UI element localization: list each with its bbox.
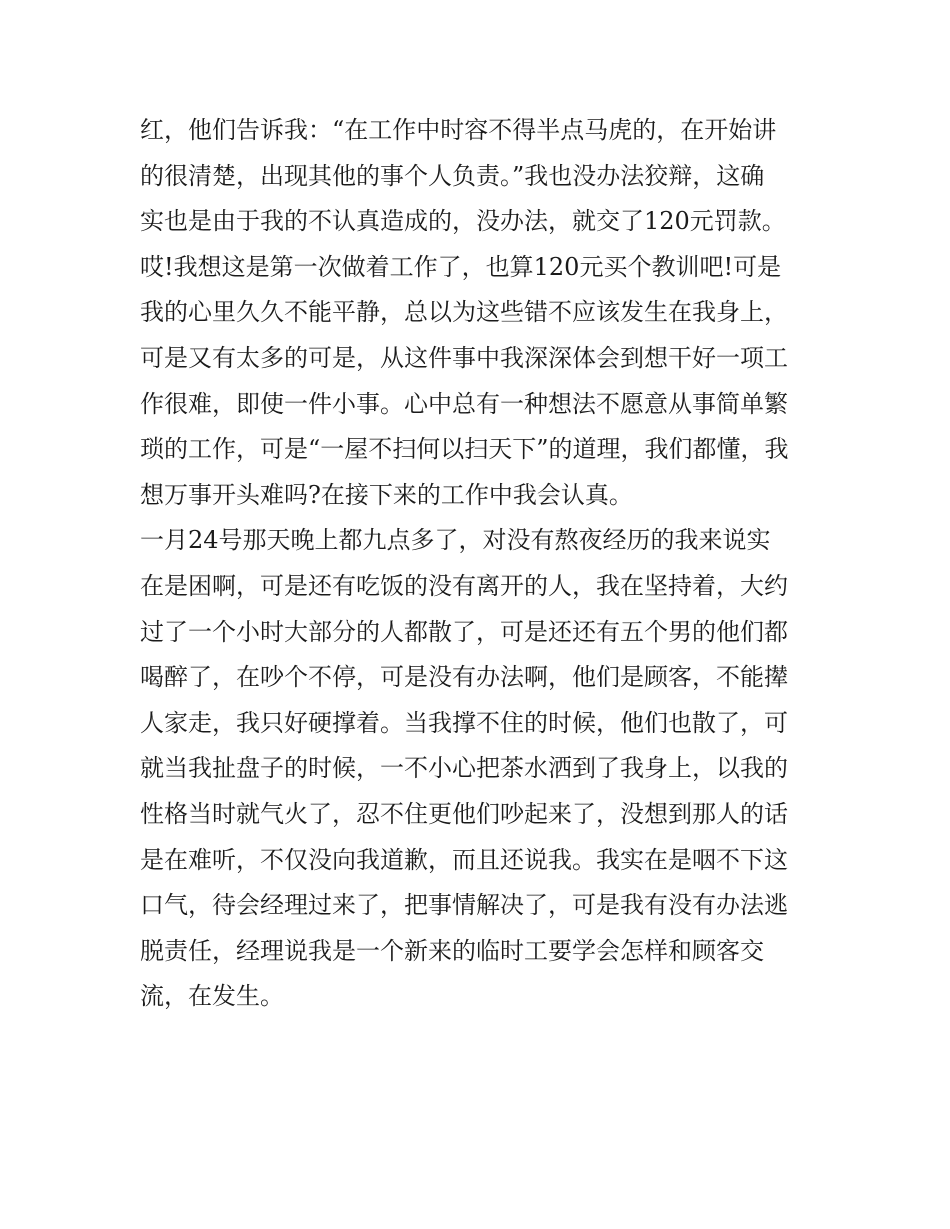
document-body	[140, 108, 820, 1020]
text-line: 过了一个小时大部分的人都散了，可是还还有五个男的他们都	[140, 617, 788, 646]
text-line: 口气，待会经理过来了，把事情解决了，可是我有没有办法逃	[140, 891, 788, 920]
text-line: 哎!我想这是第一次做着工作了，也算120元买个教训吧!可是	[140, 252, 782, 281]
paragraph	[140, 108, 820, 518]
text-line: 实也是由于我的不认真造成的，没办法，就交了120元罚款。	[140, 207, 786, 236]
text-line: 一月24号那天晚上都九点多了，对没有熬夜经历的我来说实	[140, 526, 771, 555]
text-line: 性格当时就气火了，忍不住更他们吵起来了，没想到那人的话	[140, 799, 788, 828]
text-line: 就当我扯盘子的时候，一不小心把茶水洒到了我身上，以我的	[140, 754, 788, 783]
text-line: 可是又有太多的可是，从这件事中我深深体会到想干好一项工	[140, 343, 788, 372]
text-line: 是在难听，不仅没向我道歉，而且还说我。我实在是咽不下这	[140, 845, 788, 874]
text-line: 我的心里久久不能平静，总以为这些错不应该发生在我身上，	[140, 298, 788, 327]
text-line: 的很清楚，出现其他的事个人负责。”我也没办法狡辩，这确	[140, 161, 765, 190]
text-line: 人家走，我只好硬撑着。当我撑不住的时候，他们也散了，可	[140, 708, 788, 737]
text-line: 脱责任，经理说我是一个新来的临时工要学会怎样和顾客交	[140, 936, 764, 965]
text-line: 红，他们告诉我：“在工作中时容不得半点马虎的，在开始讲	[140, 116, 777, 144]
paragraph	[140, 518, 820, 1020]
text-line: 作很难，即使一件小事。心中总有一种想法不愿意从事简单繁	[140, 389, 788, 418]
text-line: 想万事开头难吗?在接下来的工作中我会认真。	[140, 480, 633, 509]
text-line: 琐的工作，可是“一屋不扫何以扫天下”的道理，我们都懂，我	[140, 435, 789, 464]
text-line: 在是困啊，可是还有吃饭的没有离开的人，我在坚持着，大约	[140, 571, 788, 600]
text-line: 流，在发生。	[140, 982, 284, 1011]
text-line: 喝醉了，在吵个不停，可是没有办法啊，他们是顾客，不能撵	[140, 663, 788, 692]
